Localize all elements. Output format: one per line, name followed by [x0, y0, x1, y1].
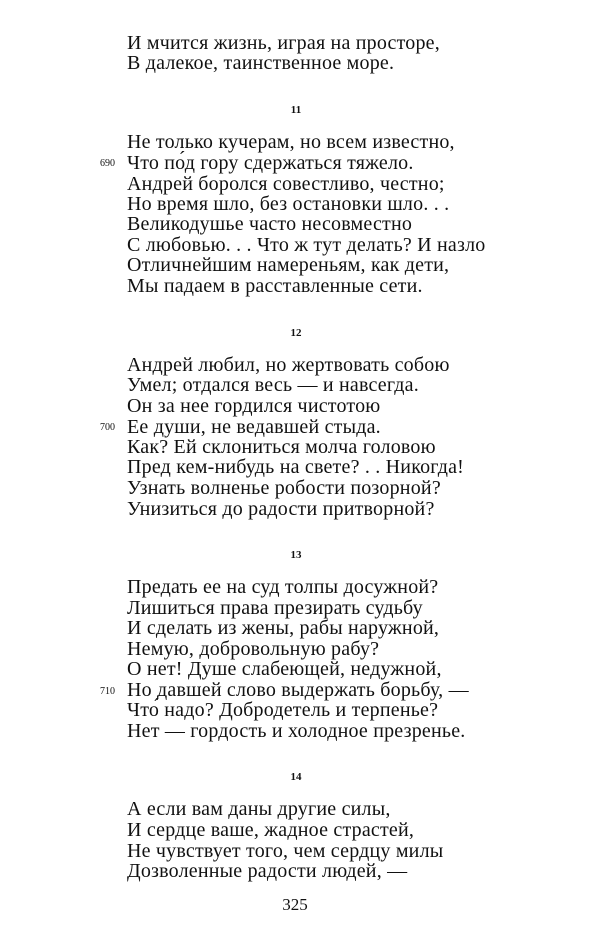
verse-line: Предать ее на суд толпы досужной?	[127, 576, 439, 598]
verse-line: Не только кучерам, но всем известно,	[127, 131, 455, 153]
line-number: 700	[100, 422, 115, 433]
verse-line: Что по́д гору сдержаться тяжело.	[127, 152, 414, 174]
stanza-number: 13	[290, 549, 302, 561]
verse-line: Он за нее гордился чистотою	[127, 395, 381, 417]
stanza-number: 14	[290, 771, 302, 783]
verse-line: Как? Ей склониться молча головою	[127, 436, 436, 458]
verse-line: Умел; отдался весь — и навсегда.	[127, 374, 419, 396]
stanza-number: 11	[290, 104, 302, 116]
page-number: 325	[282, 895, 308, 914]
line-number: 710	[100, 686, 115, 697]
verse-line: О нет! Душе слабеющей, недужной,	[127, 658, 442, 680]
verse-line: Мы падаем в расставленные сети.	[127, 275, 423, 297]
line-number: 690	[100, 158, 115, 169]
verse-line: Андрей любил, но жертвовать собою	[127, 354, 450, 376]
verse-line: В далекое, таинственное море.	[127, 52, 395, 74]
verse-line: Андрей боролся совестливо, честно;	[127, 173, 445, 195]
verse-line: Унизиться до радости притворной?	[127, 498, 435, 520]
verse-line: И сделать из жены, рабы наружной,	[127, 617, 440, 639]
verse-line: Но время шло, без остановки шло. . .	[127, 193, 450, 215]
verse-line: Отличнейшим намереньям, как дети,	[127, 254, 450, 276]
stanza-number: 12	[290, 327, 302, 339]
verse-line: И мчится жизнь, играя на просторе,	[127, 32, 440, 54]
verse-line: А если вам даны другие силы,	[127, 798, 391, 820]
verse-line: Не чувствует того, чем сердцу милы	[127, 840, 444, 862]
verse-line: И сердце ваше, жадное страстей,	[127, 819, 415, 841]
verse-line: Лишиться права презирать судьбу	[127, 597, 423, 619]
verse-line: Нет — гордость и холодное презренье.	[127, 720, 466, 742]
verse-line: Узнать волненье робости позорной?	[127, 477, 441, 499]
verse-line: Великодушье часто несовместно	[127, 213, 413, 235]
verse-line: Дозволенные радости людей, —	[127, 860, 408, 882]
verse-line: Но давшей слово выдержать борьбу, —	[127, 679, 469, 701]
verse-line: С любовью. . . Что ж тут делать? И назло	[127, 234, 486, 256]
verse-line: Пред кем-нибудь на свете? . . Никогда!	[127, 456, 465, 478]
verse-line: Ее души, не ведавшей стыда.	[127, 416, 381, 438]
verse-line: Что́ надо? Добродетель и терпенье?	[127, 699, 439, 721]
verse-line: Немую, добровольную рабу?	[127, 638, 380, 660]
